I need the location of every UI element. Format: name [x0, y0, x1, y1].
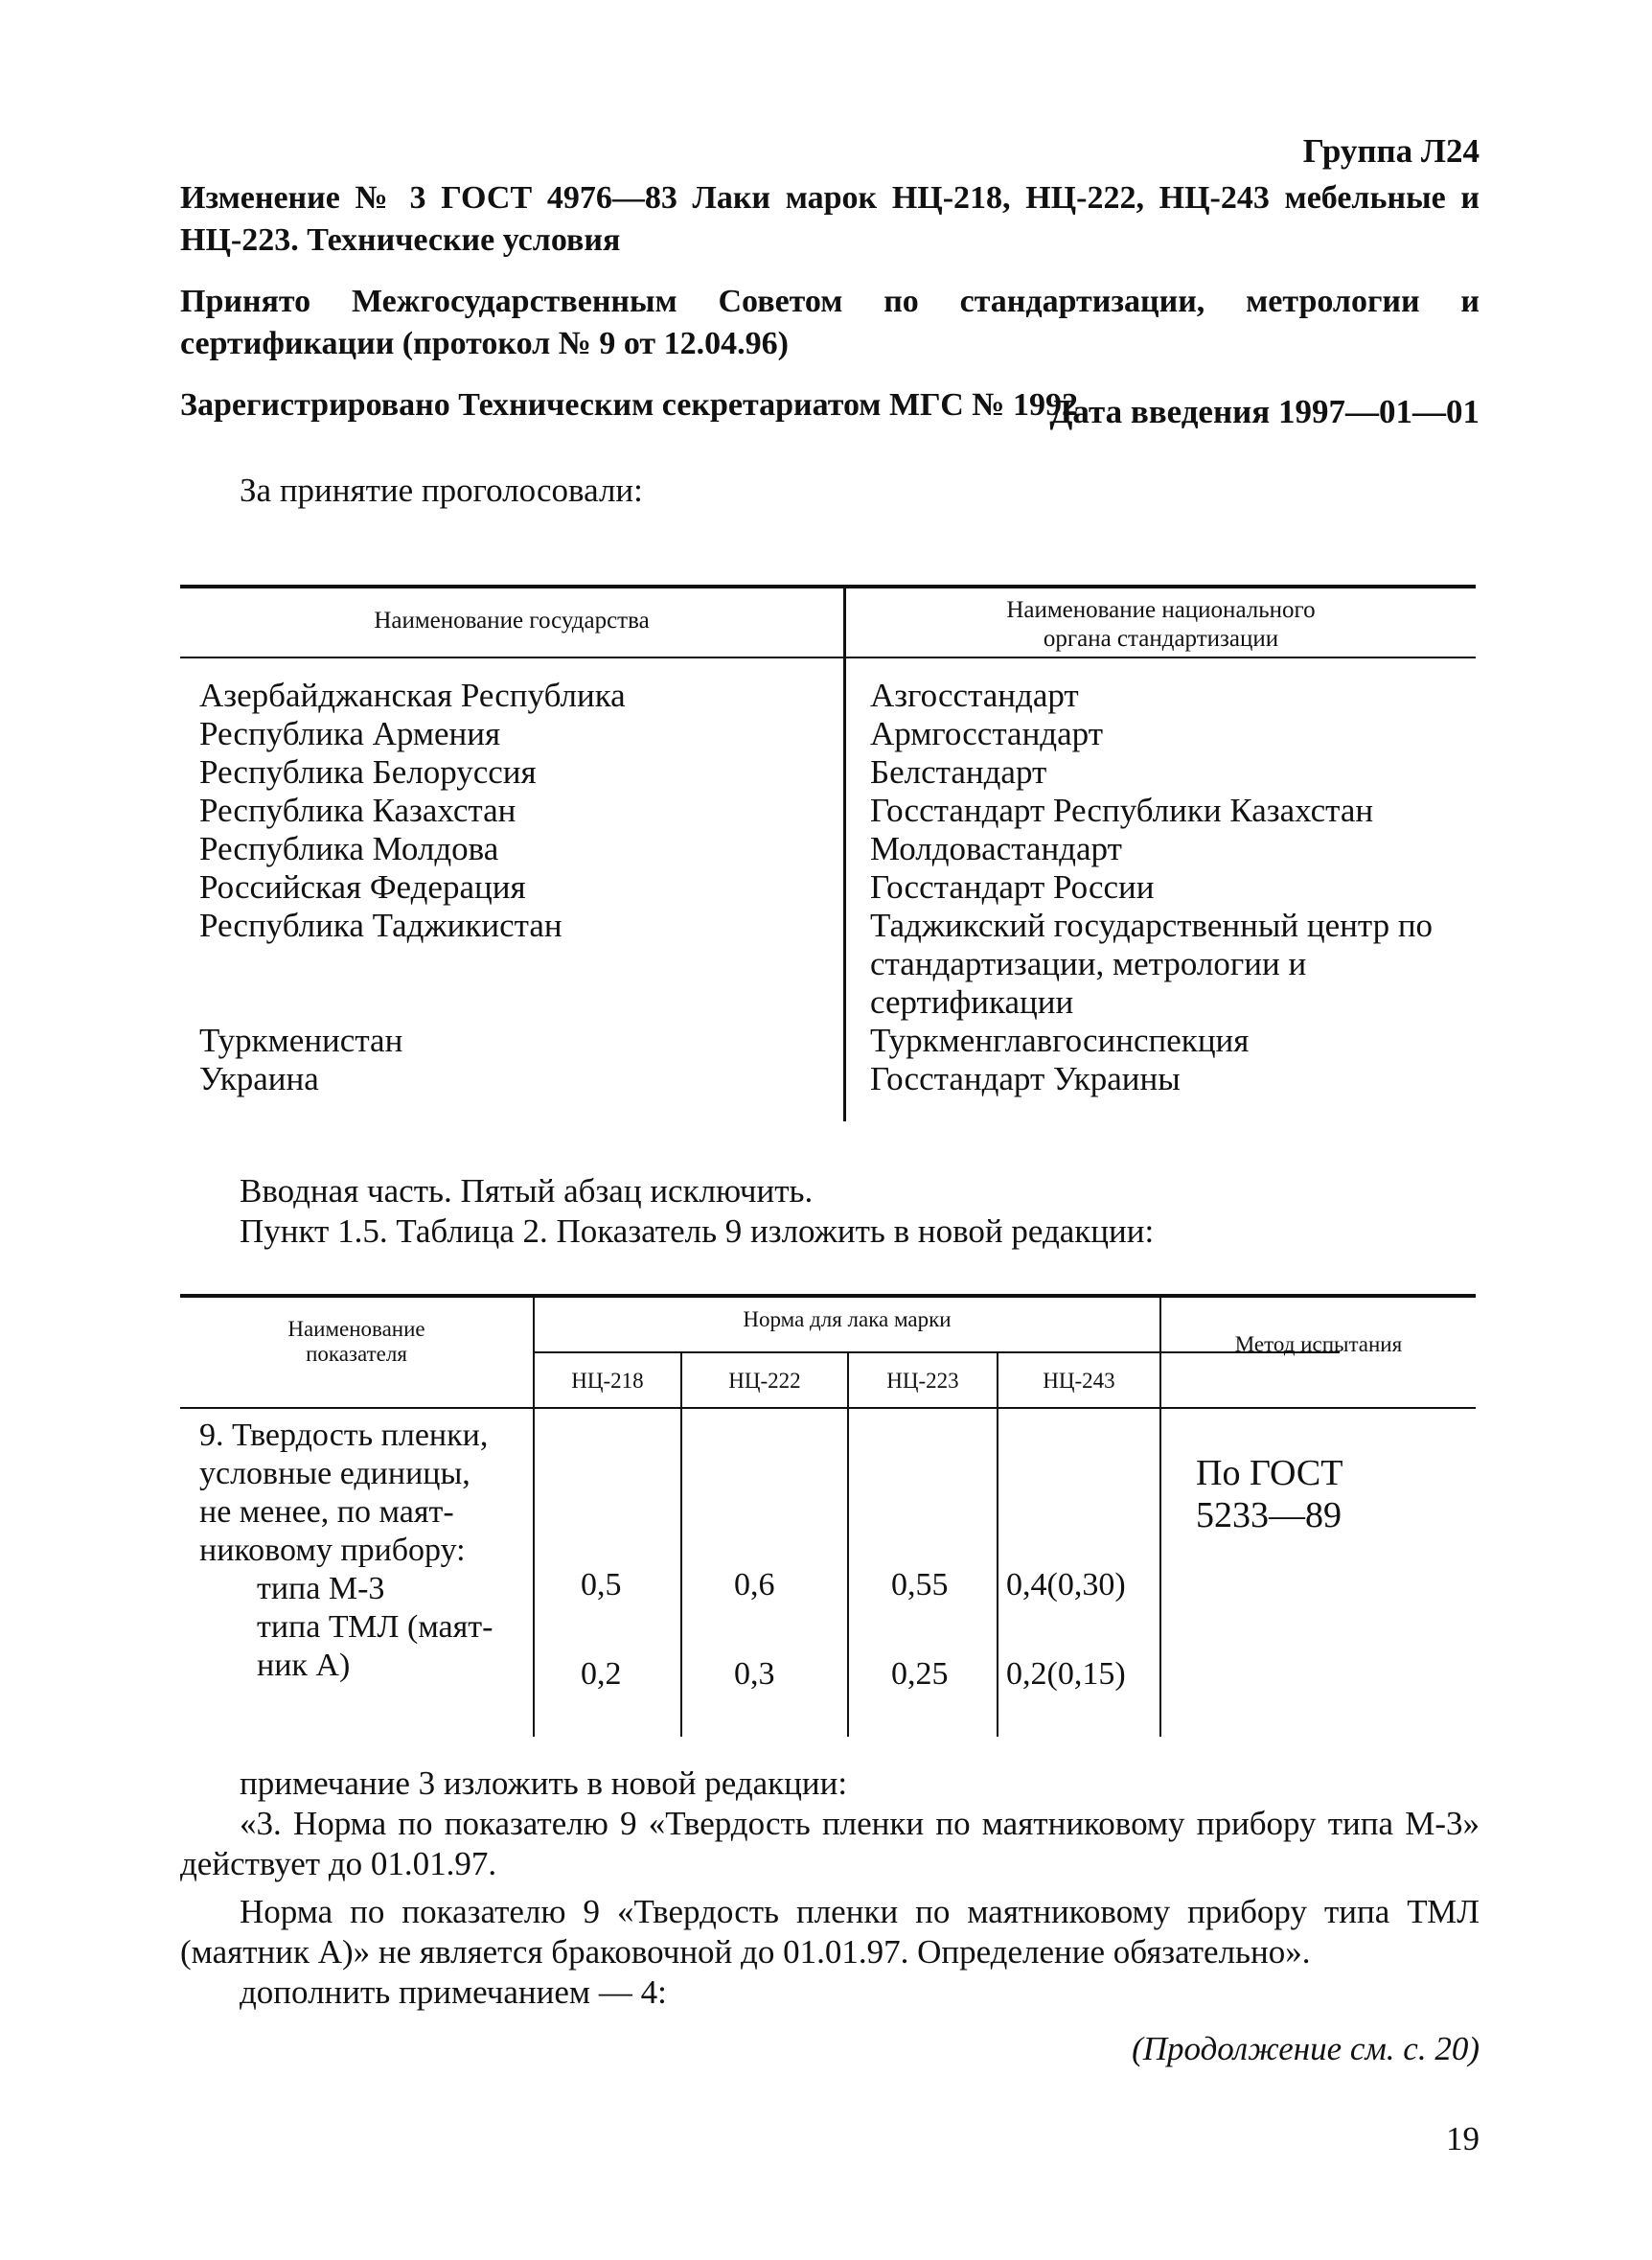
table-header-rule [180, 657, 1476, 658]
standards-body: Туркменглавгосинспекция [870, 1022, 1250, 1059]
body-column-header-line: Наименование национального [1006, 597, 1316, 623]
table-column-divider [680, 1351, 682, 1737]
value-cell: 0,4(0,30) [1006, 1567, 1126, 1603]
indicator-header-line: показателя [306, 1342, 407, 1366]
table-top-rule [180, 1294, 1476, 1298]
value-cell: 0,6 [734, 1567, 775, 1603]
state-name: Республика Белоруссия [199, 753, 537, 791]
mark-header: НЦ-222 [728, 1369, 801, 1393]
state-name: Украина [199, 1060, 319, 1097]
body-column [870, 677, 1474, 1098]
indicators-table [180, 1294, 1476, 1737]
state-column-header: Наименование государства [374, 608, 650, 634]
note-paragraph: примечание 3 изложить в новой редакции: [240, 1764, 848, 1802]
table-column-divider [533, 1294, 535, 1737]
state-name: Республика Молдова [199, 830, 499, 867]
group-code: Группа Л24 [1302, 132, 1480, 170]
state-name: Республика Армения [199, 715, 501, 752]
continuation-note: (Продолжение см. с. 20) [1132, 2030, 1480, 2067]
indicator-subtype: типа М-3 [257, 1571, 385, 1606]
table-header-rule [180, 1407, 1476, 1409]
value-cell: 0,55 [891, 1567, 949, 1603]
table-column-divider [997, 1351, 998, 1737]
body-column-header [846, 596, 1476, 654]
state-name: Российская Федерация [199, 868, 526, 906]
table-column-divider [847, 1351, 849, 1737]
notes-block [180, 1764, 1480, 2013]
indicator-line: условные единицы, [199, 1456, 470, 1491]
note-paragraph: «3. Норма по показателю 9 «Твердость пленки по маятниковому прибору типа М-3» действует до 01.01.97. [180, 1805, 1480, 1882]
test-method [1196, 1452, 1342, 1536]
intro-line: Вводная часть. Пятый абзац исключить. [240, 1172, 814, 1210]
value-cell: 0,25 [891, 1656, 949, 1692]
standards-body: Госстандарт Республики Казахстан [870, 792, 1374, 829]
norm-column-header: Норма для лака марки [743, 1307, 952, 1331]
standards-body: Таджикский государственный центр по стандартизации, метрологии и сертификации [870, 907, 1434, 1021]
page-number: 19 [1446, 2120, 1480, 2157]
state-name: Республика Казахстан [199, 792, 516, 829]
registered-by: Зарегистрировано Техническим секретариатом МГС № 1992 [180, 387, 1078, 423]
value-cell: 0,2(0,15) [1006, 1656, 1126, 1692]
test-method-line: По ГОСТ [1196, 1453, 1343, 1493]
test-method-line: 5233—89 [1196, 1495, 1342, 1535]
states-table [180, 585, 1476, 1121]
value-cell: 0,2 [581, 1656, 622, 1692]
mark-header: НЦ-223 [886, 1369, 959, 1393]
standards-body: Белстандарт [870, 753, 1047, 791]
standards-body: Госстандарт Украины [870, 1060, 1181, 1097]
note-paragraph: дополнить примечанием — 4: [240, 1973, 667, 2011]
standards-body: Молдовастандарт [870, 830, 1122, 867]
introduction-date: Дата введения 1997—01—01 [1049, 393, 1480, 430]
value-cell: 0,3 [734, 1656, 775, 1692]
indicator-line: не менее, по маят- [199, 1494, 454, 1530]
table-column-divider [843, 585, 846, 1121]
indicator-column-header [180, 1317, 533, 1367]
intro-paragraphs [240, 1171, 1154, 1252]
amendment-title: Изменение № 3 ГОСТ 4976—83 Лаки марок НЦ-218, НЦ-222, НЦ-243 мебельные и НЦ-223. Технические условия [180, 180, 1480, 258]
body-column-header-line: органа стандартизации [1043, 626, 1279, 652]
table-column-divider [1159, 1294, 1161, 1737]
standards-body: Азгосстандарт [870, 677, 1079, 714]
mark-header: НЦ-218 [571, 1369, 644, 1393]
indicator-line: никовому прибору: [199, 1533, 466, 1568]
state-column [199, 677, 832, 1098]
state-name: Туркменистан [199, 1022, 403, 1059]
indicator-header-line: Наименование [287, 1317, 425, 1341]
indicator-subtype: типа ТМЛ (маят- [257, 1609, 493, 1645]
value-cell: 0,5 [581, 1567, 622, 1603]
voted-label: За принятие проголосовали: [240, 472, 643, 509]
standards-body: Армгосстандарт [870, 715, 1103, 752]
indicator-subtype: ник А) [257, 1648, 351, 1683]
indicator-name [199, 1417, 525, 1685]
intro-line: Пункт 1.5. Таблица 2. Показатель 9 изложить в новой редакции: [240, 1212, 1155, 1250]
table-top-rule [180, 585, 1476, 588]
standards-body: Госстандарт России [870, 868, 1155, 906]
method-column-header: Метод испытания [1234, 1332, 1403, 1356]
indicator-line: 9. Твердость пленки, [199, 1418, 489, 1453]
adopted-by: Принято Межгосударственным Советом по стандартизации, метрологии и сертификации (протокол № 9 от 12.04.96) [180, 284, 1480, 361]
note-paragraph: Норма по показателю 9 «Твердость пленки по маятниковому прибору типа ТМЛ (маятник А)» не является браковочной до 01.01.97. Определение обязательно». [180, 1893, 1480, 1971]
mark-header: НЦ-243 [1043, 1369, 1115, 1393]
state-name: Азербайджанская Республика [199, 677, 626, 714]
state-name: Республика Таджикистан [199, 907, 562, 944]
